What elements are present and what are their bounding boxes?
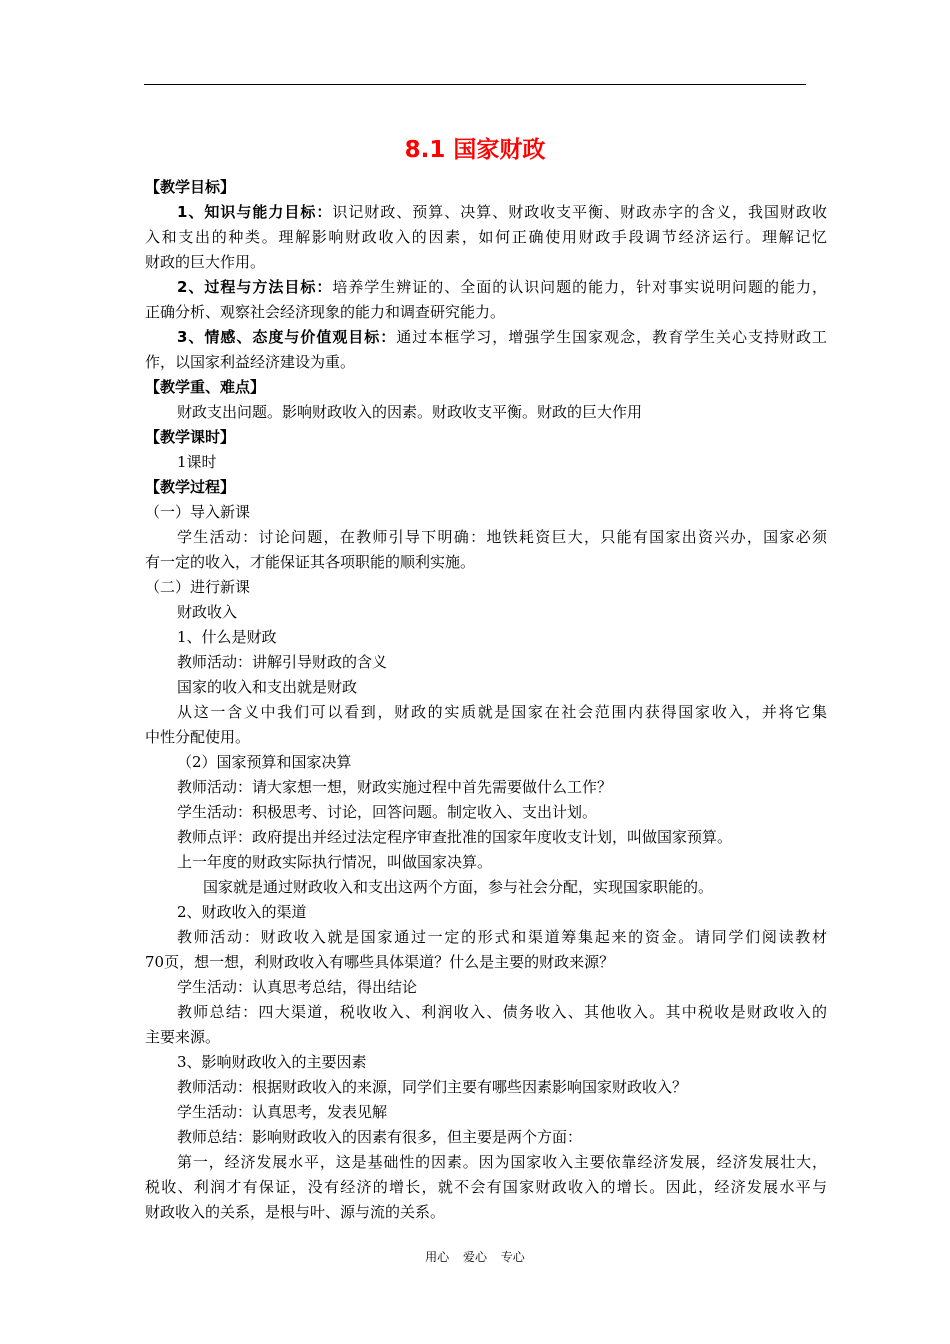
- section-heading: 【教学目标】: [145, 178, 236, 196]
- text-line: （二）进行新课: [145, 578, 251, 596]
- text-line: 教师活动：根据财政收入的来源，同学们主要有哪些因素影响国家财政收入？: [177, 1078, 688, 1096]
- text-line: 从这一含义中我们可以看到，财政的实质就是国家在社会范围内获得国家收入，并将它集: [177, 703, 827, 721]
- text-line: 学生活动：积极思考、讨论，回答问题。制定收入、支出计划。: [177, 803, 598, 821]
- text-line: 教师总结：影响财政收入的因素有很多，但主要是两个方面：: [177, 1128, 583, 1146]
- text-line: 国家的收入和支出就是财政: [177, 678, 358, 696]
- text-line: 70页，想一想，利财政收入有哪些具体渠道？什么是主要的财政来源？: [145, 953, 615, 971]
- document-body: [145, 175, 827, 1225]
- text-line: 国家就是通过财政收入和支出这两个方面，参与社会分配，实现国家职能的。: [203, 878, 714, 896]
- text-line: 作，以国家利益经济建设为重。: [145, 353, 356, 371]
- text-line: 3、影响财政收入的主要因素: [177, 1053, 367, 1071]
- objective-text: 通过本框学习，增强学生国家观念，教育学生关心支持财政工: [396, 328, 827, 346]
- text-line: 财政的巨大作用。: [145, 253, 266, 271]
- text-line: 2、财政收入的渠道: [177, 903, 307, 921]
- text-line: 主要来源。: [145, 1028, 221, 1046]
- page-title: 8.1 国家财政: [404, 137, 546, 163]
- text-line: 学生活动：讨论问题，在教师引导下明确：地铁耗资巨大，只能有国家出资兴办，国家必须: [177, 528, 827, 546]
- text-line: 学生活动：认真思考，发表见解: [177, 1103, 388, 1121]
- text-line: 上一年度的财政实际执行情况，叫做国家决算。: [177, 853, 493, 871]
- text-line: 教师活动：请大家想一想，财政实施过程中首先需要做什么工作？: [177, 778, 613, 796]
- text-line: 1课时: [177, 453, 217, 471]
- section-heading: 【教学过程】: [145, 478, 236, 496]
- text-line: 教师点评：政府提出并经过法定程序审查批准的国家年度收支计划，叫做国家预算。: [177, 828, 733, 846]
- text-line: 第一，经济发展水平，这是基础性的因素。因为国家收入主要依靠经济发展，经济发展壮大，: [177, 1153, 827, 1171]
- text-line: 财政支出问题。影响财政收入的因素。财政收支平衡。财政的巨大作用: [177, 403, 643, 421]
- objective-label: 3、情感、态度与价值观目标：: [177, 328, 397, 346]
- text-line: 财政收入的关系，是根与叶、源与流的关系。: [145, 1203, 446, 1221]
- text-line: 正确分析、观察社会经济现象的能力和调查研究能力。: [145, 303, 506, 321]
- text-line: 教师活动：财政收入就是国家通过一定的形式和渠道筹集起来的资金。请同学们阅读教材: [177, 928, 827, 946]
- text-line: 教师活动：讲解引导财政的含义: [177, 653, 388, 671]
- text-line: [145, 200, 827, 225]
- text-line: [145, 325, 827, 350]
- section-heading: 【教学课时】: [145, 428, 236, 446]
- text-line: 1、什么是财政: [177, 628, 277, 646]
- page-footer: 用心 爱心 专心: [425, 1250, 525, 1264]
- text-line: 学生活动：认真思考总结，得出结论: [177, 978, 418, 996]
- section-heading: 【教学重、难点】: [145, 378, 266, 396]
- text-line: [145, 275, 827, 300]
- objective-text: 识记财政、预算、决算、财政收支平衡、财政赤字的含义，我国财政收: [332, 203, 827, 221]
- objective-label: 2、过程与方法目标：: [177, 278, 333, 296]
- text-line: 入和支出的种类。理解影响财政收入的因素，如何正确使用财政手段调节经济运行。理解记忆: [145, 228, 827, 246]
- text-line: 教师总结：四大渠道，税收收入、利润收入、债务收入、其他收入。其中税收是财政收入的: [177, 1003, 827, 1021]
- text-line: 有一定的收入，才能保证其各项职能的顺利实施。: [145, 553, 476, 571]
- header-rule: [144, 84, 806, 85]
- text-line: （2）国家预算和国家决算: [177, 753, 352, 771]
- objective-text: 培养学生辨证的、全面的认识问题的能力，针对事实说明问题的能力，: [332, 278, 827, 296]
- objective-label: 1、知识与能力目标：: [177, 203, 333, 221]
- text-line: 中性分配使用。: [145, 728, 251, 746]
- text-line: 财政收入: [177, 603, 238, 621]
- text-line: 税收、利润才有保证，没有经济的增长，就不会有国家财政收入的增长。因此，经济发展水平与: [145, 1178, 827, 1196]
- text-line: （一）导入新课: [145, 503, 251, 521]
